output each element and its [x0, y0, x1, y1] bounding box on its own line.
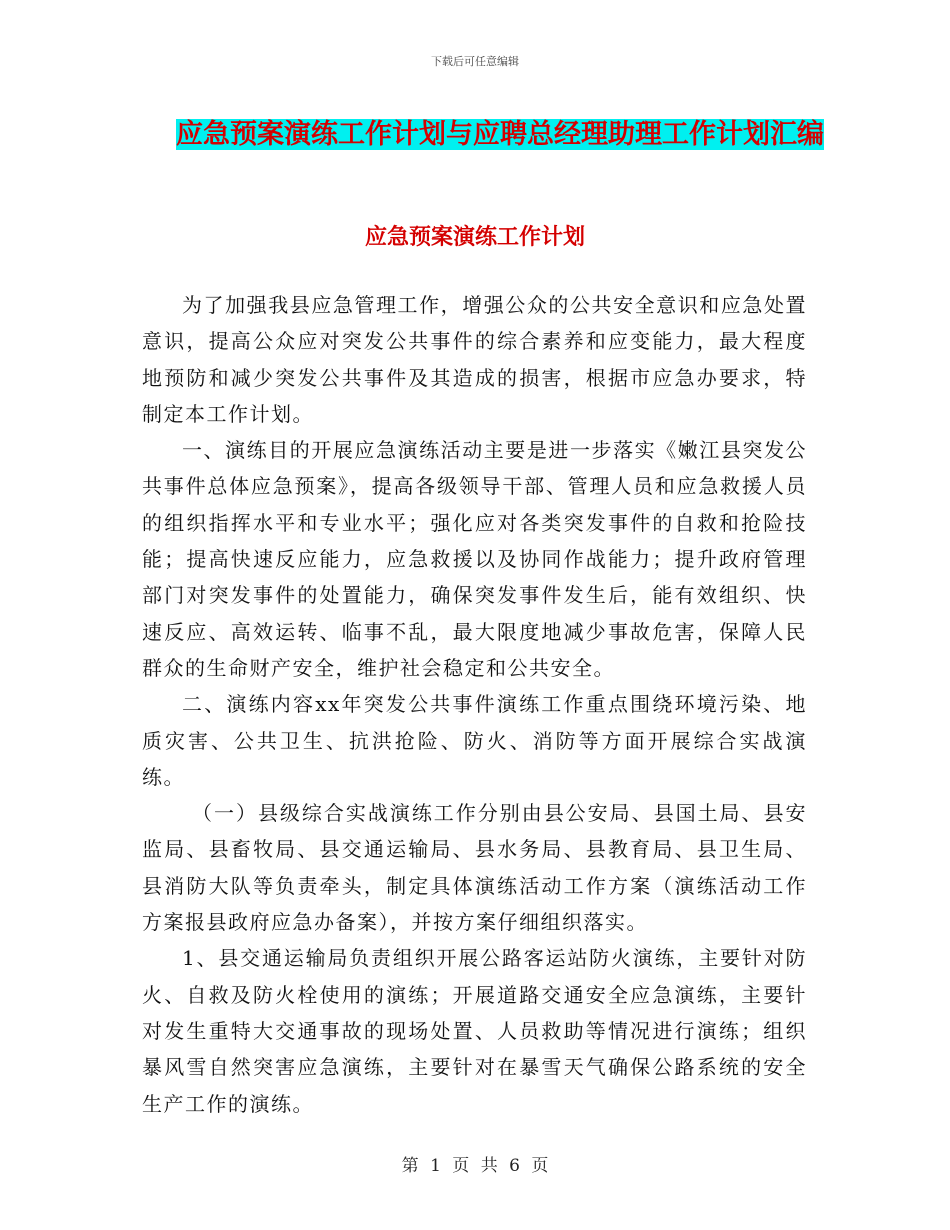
section-title: 应急预案演练工作计划	[364, 224, 585, 250]
document-title-text: 应急预案演练工作计划与应聘总经理助理工作计划汇编	[176, 119, 824, 150]
paragraph-purpose: 一、演练目的开展应急演练活动主要是进一步落实《嫩江县突发公共事件总体应急预案》，提高各级领导干部、管理人员和应急救援人员的组织指挥水平和专业水平；强化应对各类突发事件的自救和抢险技能；提高快速反应能力，应急救援以及协同作战能力；提升政府管理部门对突发事件的处置能力，确保突发事件发生后，能有效组织、快速反应、高效运转、临事不乱，最大限度地减少事故危害，保障人民群众的生命财产安全，维护社会稳定和公共安全。	[142, 438, 807, 680]
document-title	[150, 112, 850, 158]
paragraph-intro: 为了加强我县应急管理工作，增强公众的公共安全意识和应急处置意识，提高公众应对突发公共事件的综合素养和应变能力，最大程度地预防和减少突发公共事件及其造成的损害，根据市应急办要求，特制定本工作计划。	[142, 293, 807, 426]
header-note: 下载后可任意编辑	[431, 55, 519, 68]
page-number-footer: 第 1 页 共 6 页	[401, 1156, 549, 1176]
paragraph-transport-bureau: 1、县交通运输局负责组织开展公路客运站防火演练，主要针对防火、自救及防火栓使用的演练；开展道路交通安全应急演练，主要针对发生重特大交通事故的现场处置、人员救助等情况进行演练；组织暴风雪自然突害应急演练，主要针对在暴雪天气确保公路系统的安全生产工作的演练。	[142, 946, 807, 1116]
paragraph-county-drills: （一）县级综合实战演练工作分别由县公安局、县国土局、县安监局、县畜牧局、县交通运输局、县水务局、县教育局、县卫生局、县消防大队等负责牵头，制定具体演练活动工作方案（演练活动工作方案报县政府应急办备案），并按方案仔细组织落实。	[142, 801, 807, 935]
paragraph-content: 二、演练内容xx年突发公共事件演练工作重点围绕环境污染、地质灾害、公共卫生、抗洪抢险、防火、消防等方面开展综合实战演练。	[142, 692, 807, 789]
document-body	[142, 287, 807, 1122]
